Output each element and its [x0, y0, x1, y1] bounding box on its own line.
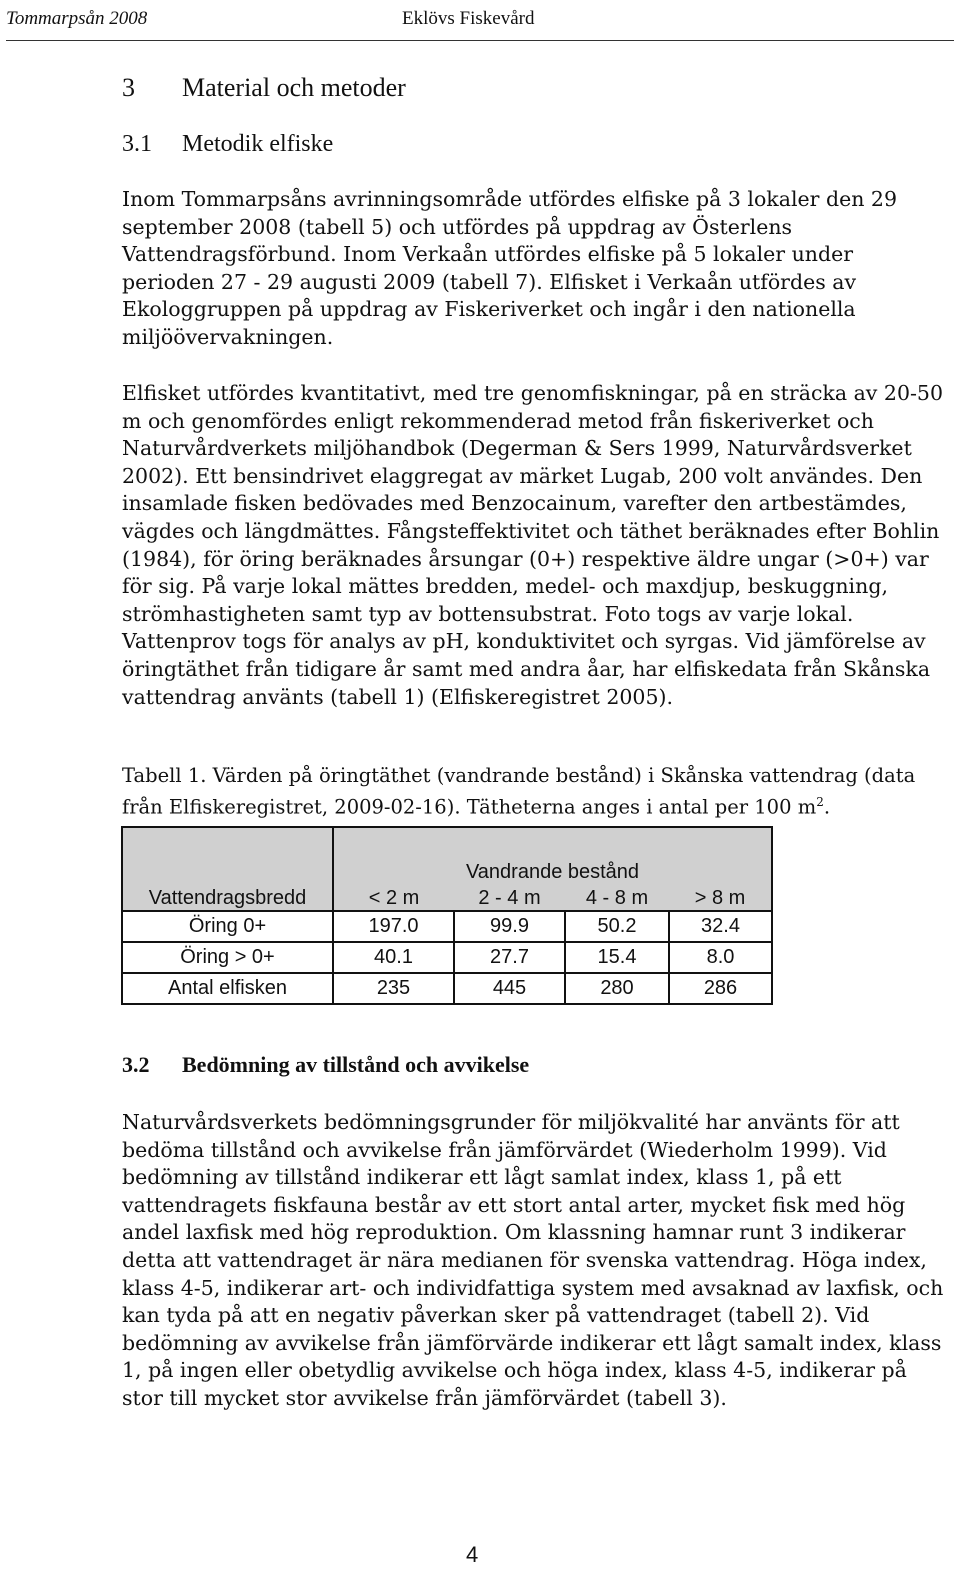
- table-row-label: Öring > 0+: [122, 942, 333, 973]
- table-cell: 445: [454, 973, 565, 1004]
- subsection-title: Bedömning av tillstånd och avvikelse: [182, 1052, 530, 1077]
- table-header-row: [122, 884, 772, 911]
- table-cell: 8.0: [669, 942, 772, 973]
- table-row: [122, 911, 772, 942]
- paragraph-elfiske-method: Elfisket utfördes kvantitativt, med tre genomfiskningar, på en sträcka av 20-50 m och genomfördes enligt rekommenderad metod från fiskeriverket och Naturvårdverkets miljöhandbok (Degerman & Sers 1999, Naturvårdsverket 2002). Ett bensindrivet elaggregat av märket Lugab, 200 volt användes. Den insamlade fisken bedövades med Benzocainum, varefter den artbestämdes, vägdes och längdmättes. Fångsteffektivitet och täthet beräknades efter Bohlin (1984), för öring beräknades årsungar (0+) respektive äldre ungar (>0+) var för sig. På varje lokal mättes bredden, medel- och maxdjup, beskuggning, strömhastigheten samt typ av bottensubstrat. Foto togs av varje lokal. Vattenprov togs för analys av pH, konduktivitet och syrgas. Vid jämförelse av öringtäthet från tidigare år samt med andra åar, har elfiskedata från Skånska vattendrag använts (tabell 1) (Elfiskeregistret 2005).: [122, 381, 944, 709]
- paragraph-assessment: Naturvårdsverkets bedömningsgrunder för miljökvalité har använts för att bedöma tillstånd och avvikelse från jämförvärdet (Wiederholm 1999). Vid bedömning av tillstånd indikerar ett lågt samlat index, klass 1, på ett vattendragets fiskfauna består av ett stort antal arter, mycket fisk med hög andel laxfisk med hög reproduktion. Om klassning hamnar runt 3 indikerar detta att vattendraget är nära medianen för svenska vattendrag. Höga index, klass 4-5, indikerar art- och individfattiga system med avsaknad av laxfisk, och kan tyda på att en negativ påverkan sker på vattendraget (tabell 2). Vid bedömning av avvikelse från jämförvärde indikerar ett lågt samalt index, klass 1, på ingen eller obetydlig avvikelse och höga index, klass 4-5, indikerar på stor till mycket stor avvikelse från jämförvärdet (tabell 3).: [122, 1110, 944, 1410]
- caption-superscript: 2: [816, 795, 824, 809]
- table-column-header: > 8 m: [669, 884, 772, 911]
- section-heading: [122, 73, 406, 103]
- table-cell: 235: [333, 973, 454, 1004]
- table-cell: 27.7: [454, 942, 565, 973]
- subsection-title: Metodik elfiske: [182, 131, 334, 157]
- table-header-corner-top: [122, 827, 333, 884]
- table-row-label: Öring 0+: [122, 911, 333, 942]
- trout-density-table: [121, 826, 773, 1005]
- page-number: 4: [466, 1542, 479, 1567]
- table-cell: 50.2: [565, 911, 669, 942]
- section-title: Material och metoder: [182, 73, 406, 102]
- table-header-row-top: [122, 827, 772, 884]
- subsection-heading-metodik: [122, 131, 333, 158]
- table-column-header: 2 - 4 m: [454, 884, 565, 911]
- subsection-number: 3.1: [122, 131, 152, 157]
- paragraph-elfiske-locations: Inom Tommarpsåns avrinningsområde utfördes elfiske på 3 lokaler den 29 september 2008 (tabell 5) och utfördes på uppdrag av Österlens Vattendragsförbund. Inom Verkaån utfördes elfiske på 5 lokaler under perioden 27 - 29 augusti 2009 (tabell 7). Elfisket i Verkaån utfördes av Ekologgruppen på uppdrag av Fiskeriverket och ingår i den nationella miljöövervakningen.: [122, 187, 898, 349]
- subsection-heading-bedomning: [122, 1052, 529, 1078]
- section-number: 3: [122, 73, 135, 102]
- table-cell: 286: [669, 973, 772, 1004]
- table-row-header-label: Vattendragsbredd: [122, 884, 333, 911]
- table-column-header: < 2 m: [333, 884, 454, 911]
- page-header: [6, 2, 954, 41]
- table-cell: 15.4: [565, 942, 669, 973]
- table-row-label: Antal elfisken: [122, 973, 333, 1004]
- caption-end: .: [823, 795, 831, 819]
- table-cell: 32.4: [669, 911, 772, 942]
- subsection-number: 3.2: [122, 1052, 150, 1077]
- table-row: [122, 942, 772, 973]
- table-cell: 197.0: [333, 911, 454, 942]
- header-document-title: Tommarpsån 2008: [6, 8, 148, 29]
- table-cell: 280: [565, 973, 669, 1004]
- table-row: [122, 973, 772, 1004]
- table-group-header: Vandrande bestånd: [333, 827, 772, 884]
- header-author: Eklövs Fiskevård: [402, 8, 535, 29]
- table-cell: 40.1: [333, 942, 454, 973]
- table-cell: 99.9: [454, 911, 565, 942]
- caption-text: Tabell 1. Värden på öringtäthet (vandrande bestånd) i Skånska vattendrag (data från Elfiskeregistret, 2009-02-16). Tätheterna anges i antal per 100 m: [122, 764, 916, 819]
- table-caption: [122, 762, 944, 821]
- table-column-header: 4 - 8 m: [565, 884, 669, 911]
